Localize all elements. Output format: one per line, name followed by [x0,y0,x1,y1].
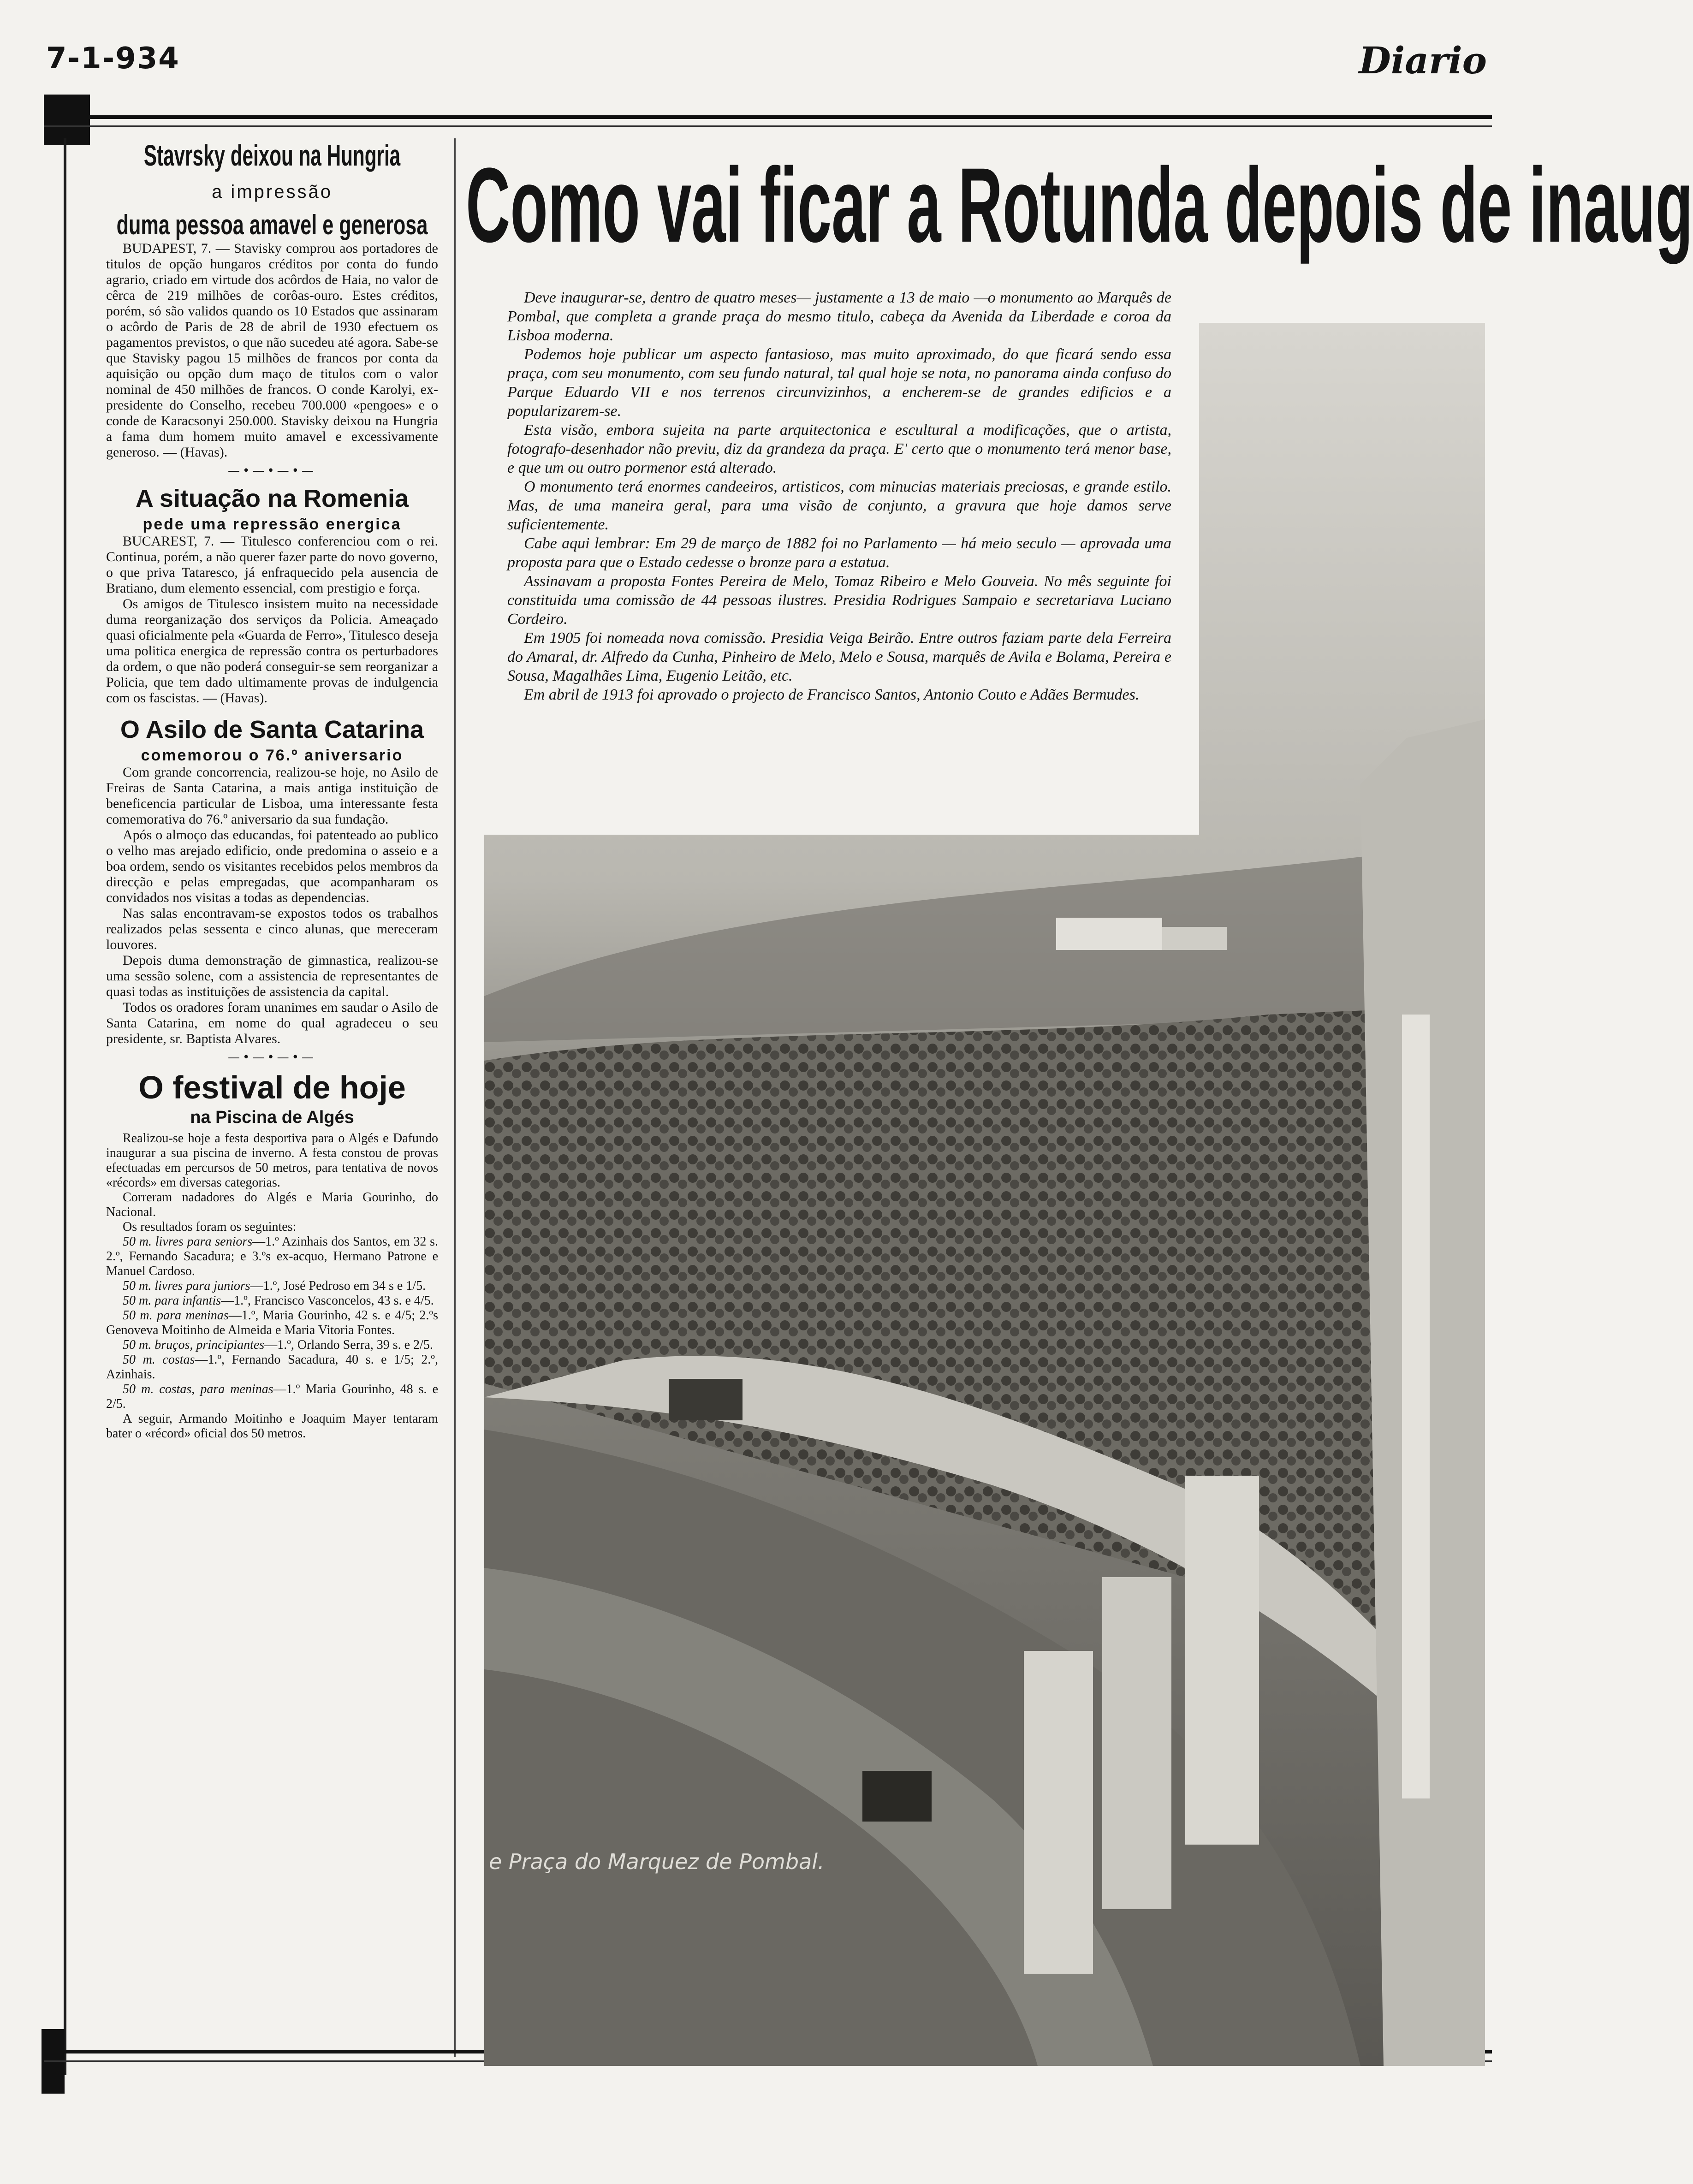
separator: —•—•—•— [227,464,316,478]
left-margin-rule [64,138,66,2075]
main-headline: Como vai ficar a Rotunda depois de inaug [466,146,1693,264]
article-paragraph: Esta visão, embora sujeita na parte arquitectonica e escultural a modificações, que o artista, fotografo-desenhador não previu, diz da grandeza da praça. E' certo que o monumento terá menor base, e que um ou outro pormenor está alterado. [507,421,1171,476]
asilo-subheadline: comemorou o 76.º aniversario [141,747,404,764]
article-paragraph: Cabe aqui lembrar: Em 29 de março de 1882 foi no Parlamento — há meio seculo — aprovada uma proposta para que o Estado cedesse o bronze para a estatua. [507,535,1171,571]
festival-paragraph: Realizou-se hoje a festa desportiva para o Algés e Dafundo inaugurar a sua piscina de inverno. A festa constou de provas efectuadas em percursos de 50 metros, para tentativa de novos «récords» em diversas categorias. [106,1131,438,1190]
result-item [106,1308,438,1338]
issue-date: 7-1-934 [46,42,180,76]
result-text: —1.º Azinhais dos Santos, em 32 s. 2.º, Fernando Sacadura; e 3.ºs ex-acquo, Hermano Patrone e Manuel Cardoso. [106,1234,438,1278]
photo-caption: e Praça do Marquez de Pombal. [489,1849,825,1874]
left-column [106,138,438,1441]
asilo-paragraph: Após o almoço das educandas, foi patenteado ao publico o velho mas arejado edificio, onde predomina o asseio e a boa ordem, sendo os visitantes recebidos pelos membros da direcção e pelas empregadas, que acompanharam os convidados nos visitas a todas as dependencias. [106,827,438,905]
article-paragraph: Podemos hoje publicar um aspecto fantasioso, mas muito aproximado, do que ficará sendo essa praça, com seu monumento, com seu fundo natural, tal qual hoje se nota, no panorama ainda confuso do Parque Eduardo VII e nos terrenos circunvizinhos, a encherem-se de grandes edificios e a popularizarem-se. [507,346,1171,420]
result-event: 50 m. para infantis [123,1294,221,1308]
result-event: 50 m. livres para juniors [123,1279,250,1293]
festival-subheadline: na Piscina de Algés [190,1108,354,1127]
article-paragraph: Em abril de 1913 foi aprovado o projecto de Francisco Santos, Antonio Couto e Adães Bermudes. [524,686,1140,703]
main-article-body [507,288,1171,704]
festival-headline: O festival de hoje [138,1069,406,1105]
romenia-headline: A situação na Romenia [135,485,409,512]
asilo-paragraph: Depois duma demonstração de gimnastica, realizou-se uma sessão solene, com a assistencia de representantes de quasi todas as instituições de assistencia da capital. [106,953,438,999]
festival-paragraph: Os resultados foram os seguintes: [123,1220,297,1234]
article-paragraph: Assinavam a proposta Fontes Pereira de Melo, Tomaz Ribeiro e Melo Gouveia. No mês seguinte foi constituida uma comissão de 44 pessoas ilustres. Presidia Rodrigues Sampaio e secretariava Luciano Cordeiro. [507,573,1171,628]
result-item [106,1279,438,1294]
article-paragraph: Deve inaugurar-se, dentro de quatro meses— justamente a 13 de maio —o monumento ao Marquês de Pombal, que completa a grande praça do mesmo titulo, cabeça da Avenida da Liberdade e coroa da Lisboa moderna. [507,289,1171,344]
result-event: 50 m. bruços, principiantes [123,1338,265,1352]
masthead: Diario [1359,39,1487,82]
stavisky-body: BUDAPEST, 7. — Stavisky comprou aos portadores de titulos de opção hungaros créditos por conta do fundo agrario, criado em virtude dos acôrdos de Haia, no valor de cêrca de 219 milhões de corôas-ouro. Estes créditos, porém, só são validos quando os 10 Estados que assinaram o acôrdo de Paris de 28 de abril de 1930 efectuem os pagamentos previstos, o que não sucedeu até agora. Sabe-se que Stavisky pagou 15 milhões de francos por conta da aquisição ou opção dum maço de titulos com o valor nominal de 450 milhões de francos. O conde Karolyi, ex-presidente do Conselho, recebeu 700.000 «pengoes» e o conde de Karacsonyi 250.000. Stavisky deixou na Hungria a fama dum homem muito amavel e excessivamente generoso. — (Havas). [106,241,438,460]
separator: —•—•—•— [227,1050,316,1064]
top-rule-thin [44,125,1492,127]
result-text: —1.º, José Pedroso em 34 s e 1/5. [250,1279,426,1293]
asilo-paragraph: Nas salas encontravam-se expostos todos os trabalhos realizados pelas sessenta e cinco alunas, que mereceram louvores. [106,906,438,952]
result-text: —1.º, Orlando Serra, 39 s. e 2/5. [264,1338,433,1352]
result-text: —1.º, Francisco Vasconcelos, 43 s. e 4/5. [221,1294,434,1308]
romenia-subheadline: pede uma repressão energica [143,516,402,533]
result-item [106,1353,438,1382]
result-text: —1.º Maria Gourinho, 48 s. e 2/5. [106,1382,438,1411]
article-paragraph: Em 1905 foi nomeada nova comissão. Presidia Veiga Beirão. Entre outros faziam parte dela Ferreira do Amaral, dr. Alfredo da Cunha, Pinheiro de Melo, Melo e Sousa, marquês de Avila e Bolama, Pereira e Sousa, Magalhães Lima, Eugenio Leitão, etc. [507,629,1171,684]
romenia-paragraph: Os amigos de Titulesco insistem muito na necessidade duma reorganização dos serviços da Policia. Ameaçado quasi oficialmente pela «Guarda de Ferro», Titulesco deseja uma politica energica de repressão contra os perturbadores da ordem, o que não poderá conseguir-se sem reorganizar a Policia, que tem dado ultimamente provas de indulgencia com os fascistas. — (Havas). [106,596,438,706]
result-text: —1.º, Maria Gourinho, 42 s. e 4/5; 2.ºs Genoveva Moitinho de Almeida e Maria Vitoria Fontes. [106,1308,438,1337]
top-rule [44,115,1492,119]
result-item [106,1338,438,1353]
result-item [106,1382,438,1412]
stavisky-kicker: Stavrsky deixou na Hungria [143,139,401,172]
result-event: 50 m. para meninas [123,1308,229,1323]
column-rule [454,138,456,2057]
result-item [106,1294,438,1308]
result-text: —1.º, Fernando Sacadura, 40 s. e 1/5; 2.º, Azinhais. [106,1353,438,1382]
article-paragraph: O monumento terá enormes candeeiros, artisticos, com minucias materiais preciosas, e grande estilo. Mas, de uma maneira geral, para uma visão de conjunto, a gravura que hoje damos serve suficientemente. [507,478,1171,533]
stavisky-headline: duma pessoa amavel e generosa [116,209,428,240]
stavisky-deck: a impressão [212,182,333,202]
romenia-paragraph: BUCAREST, 7. — Titulesco conferenciou com o rei. Continua, porém, a não querer fazer parte do novo governo, o que priva Tataresco, já enfraquecido pela ausencia de Bratiano, dum elemento essencial, com prestigio e força. [106,534,438,596]
result-event: 50 m. costas [123,1353,195,1367]
festival-closing: A seguir, Armando Moitinho e Joaquim Mayer tentaram bater o «récord» oficial dos 50 metros. [106,1412,438,1441]
asilo-headline: O Asilo de Santa Catarina [120,716,424,743]
corner-block [44,95,90,145]
asilo-paragraph: Com grande concorrencia, realizou-se hoje, no Asilo de Freiras de Santa Catarina, a mais antiga instituição de beneficencia particular de Lisboa, uma interessante festa comemorativa do 76.º aniversario da sua fundação. [106,765,438,827]
result-item [106,1234,438,1279]
result-event: 50 m. livres para seniors [123,1234,253,1249]
asilo-paragraph: Todos os oradores foram unanimes em saudar o Asilo de Santa Catarina, em nome do qual agradeceu o seu presidente, sr. Baptista Alvares. [106,1000,438,1046]
result-event: 50 m. costas, para meninas [123,1382,273,1396]
festival-paragraph: Correram nadadores do Algés e Maria Gourinho, do Nacional. [106,1190,438,1219]
